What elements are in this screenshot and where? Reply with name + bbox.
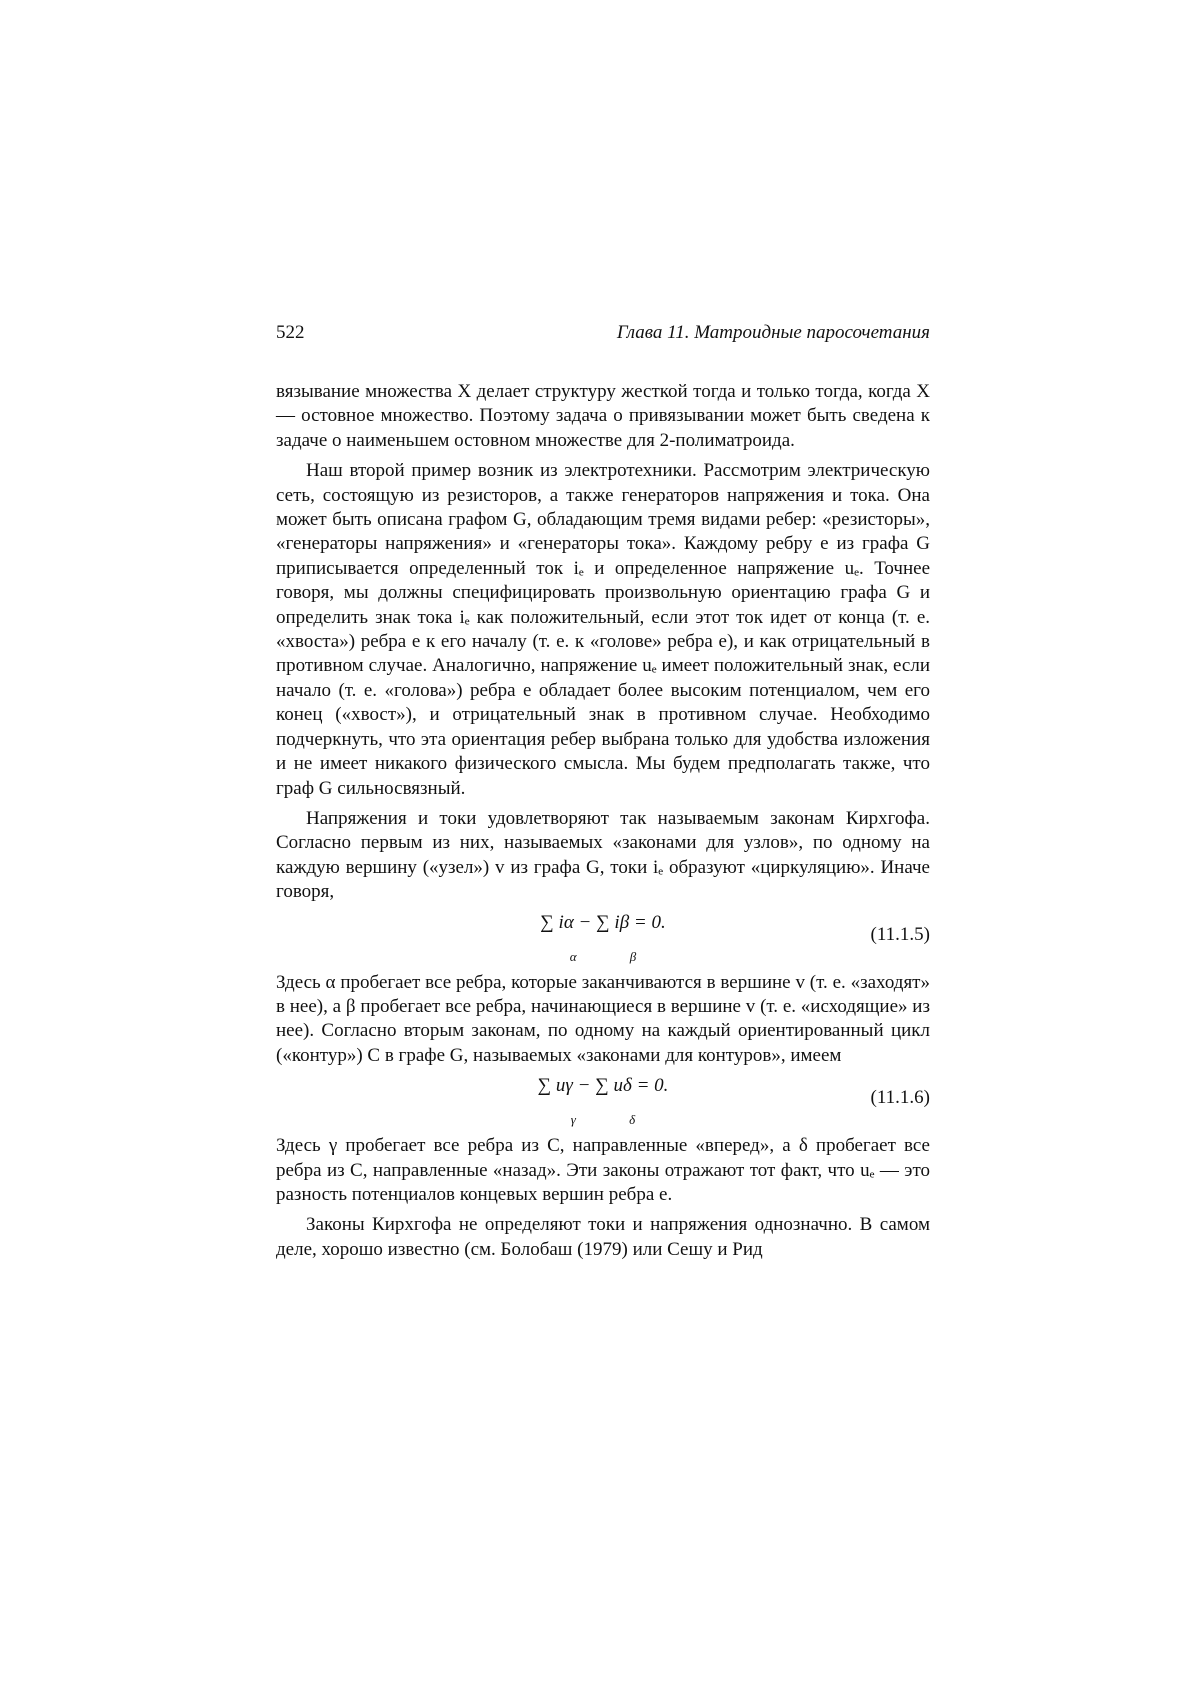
equation-formula: ∑ iα − ∑ iβ = 0. xyxy=(540,911,666,933)
page-header xyxy=(276,322,930,350)
paragraph: вязывание множества X делает структуру жесткой тогда и только тогда, когда X — остовное множество. Поэтому задача о привязывании может быть сведена к задаче о наименьшем остовном множестве для 2-полиматроида. xyxy=(276,381,930,451)
equation-11-1-5 xyxy=(276,905,930,971)
equation-formula: ∑ uγ − ∑ uδ = 0. xyxy=(537,1075,669,1097)
equation-11-1-6 xyxy=(276,1068,930,1134)
body-text xyxy=(276,380,930,1262)
equation-subscripts: γ δ xyxy=(570,1112,636,1128)
equation-number: (11.1.5) xyxy=(870,923,930,945)
page-number: 522 xyxy=(276,322,305,343)
paragraph: Законы Кирхгофа не определяют токи и напряжения однозначно. В самом деле, хорошо известно (см. Болобаш (1979) или Сешу и Рид xyxy=(276,1214,930,1260)
paragraph: Здесь γ пробегает все ребра из C, направленные «вперед», а δ пробегает все ребра из C, направленные «назад». Эти законы отражают тот факт, что uₑ — это разность потенциалов концевых вершин ребра e. xyxy=(276,1135,930,1205)
paragraph: Напряжения и токи удовлетворяют так называемым законам Кирхгофа. Согласно первым из них, называемых «законами для узлов», по одному на каждую вершину («узел») v из графа G, токи iₑ образуют «циркуляцию». Иначе говоря, xyxy=(276,807,930,903)
paragraph: Наш второй пример возник из электротехники. Рассмотрим электрическую сеть, состоящую из резисторов, а также генераторов напряжения и тока. Она может быть описана графом G, обладающим тремя видами ребер: «резисторы», «генераторы напряжения» и «генераторы тока». Каждому ребру e из графа G приписывается определенный ток iₑ и определенное напряжение uₑ. Точнее говоря, мы должны специфицировать произвольную ориентацию графа G и определить знак тока iₑ как положительный, если этот ток идет от конца (т. е. «хвоста») ребра e к его началу (т. е. к «голове» ребра e), и как отрицательный в противном случае. Аналогично, напряжение uₑ имеет положительный знак, если начало (т. е. «голова») ребра e обладает более высоким потенциалом, чем его конец («хвост»), и отрицательный знак в противном случае. Необходимо подчеркнуть, что эта ориентация ребер выбрана только для удобства изложения и не имеет никакого физического смысла. Мы будем предполагать также, что граф G сильносвязный. xyxy=(276,460,930,799)
equation-number: (11.1.6) xyxy=(870,1087,930,1109)
equation-subscripts: α β xyxy=(569,948,637,964)
running-head: Глава 11. Матроидные паросочетания xyxy=(616,322,930,343)
paragraph: Здесь α пробегает все ребра, которые заканчиваются в вершине v (т. е. «заходят» в нее), а β пробегает все ребра, начинающиеся в вершине v (т. е. «исходящие» из нее). Согласно вторым законам, по одному на каждый ориентированный цикл («контур») C в графе G, называемых «законами для контуров», имеем xyxy=(276,971,930,1066)
